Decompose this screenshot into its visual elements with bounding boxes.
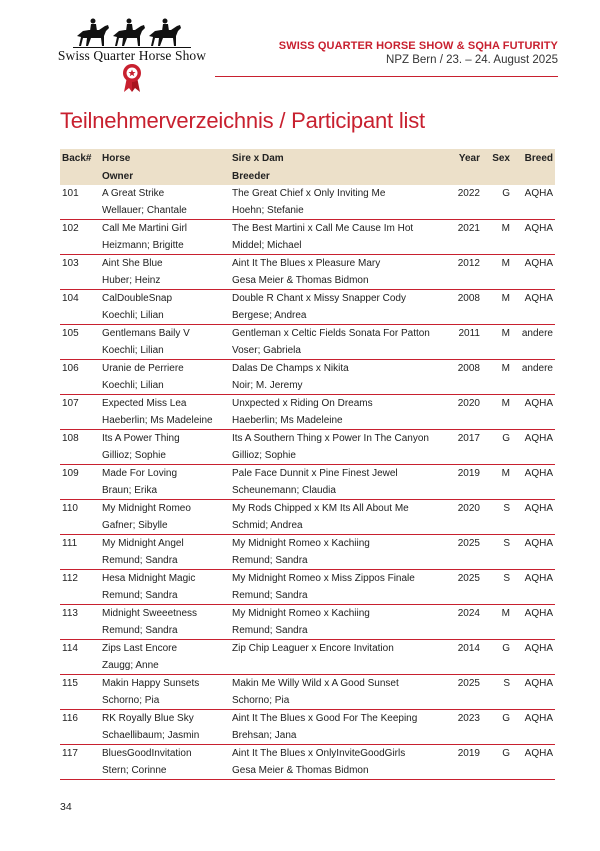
horse-name: Gentlemans Baily V: [102, 328, 190, 339]
breed: AQHA: [524, 188, 553, 199]
back-number: 114: [62, 643, 78, 654]
year: 2024: [457, 608, 480, 619]
table-row-detail: [60, 237, 555, 255]
horse-name: RK Royally Blue Sky: [102, 713, 194, 724]
year: 2025: [457, 678, 480, 689]
breeder: Schmid; Andrea: [230, 517, 450, 535]
sex: G: [502, 188, 510, 199]
breeder: Remund; Sandra: [230, 552, 450, 570]
table-row: [60, 570, 555, 588]
breed: AQHA: [524, 468, 553, 479]
breeder: Remund; Sandra: [230, 622, 450, 640]
back-number: 105: [62, 328, 79, 339]
table-row: [60, 465, 555, 483]
year: 2008: [457, 363, 480, 374]
back-number: 109: [62, 468, 79, 479]
table-row-detail: [60, 447, 555, 465]
table-row-detail: [60, 272, 555, 290]
owner: Braun; Erika: [100, 482, 230, 500]
col-year: Year: [450, 149, 482, 168]
sire-dam: Aint It The Blues x Good For The Keeping: [232, 713, 418, 724]
table-row: [60, 395, 555, 413]
sire-dam: Its A Southern Thing x Power In The Canyon: [232, 433, 429, 444]
table-row-detail: [60, 727, 555, 745]
owner: Koechli; Lilian: [100, 307, 230, 325]
year: 2022: [457, 188, 480, 199]
breeder: Voser; Gabriela: [230, 342, 450, 360]
owner: Heizmann; Brigitte: [100, 237, 230, 255]
sire-dam: Aint It The Blues x Pleasure Mary: [232, 258, 381, 269]
table-row-detail: [60, 622, 555, 640]
breed: AQHA: [524, 678, 553, 689]
back-number: 108: [62, 433, 79, 444]
owner: Huber; Heinz: [100, 272, 230, 290]
breed: AQHA: [524, 433, 553, 444]
owner: Schorno; Pia: [100, 692, 230, 710]
breeder: Schorno; Pia: [230, 692, 450, 710]
horse-name: Uranie de Perriere: [102, 363, 184, 374]
year: 2025: [457, 573, 480, 584]
back-number: 106: [62, 363, 79, 374]
col-sex: Sex: [482, 149, 512, 168]
breed: AQHA: [524, 223, 553, 234]
breeder: Gillioz; Sophie: [230, 447, 450, 465]
table-row: [60, 675, 555, 693]
sire-dam: Pale Face Dunnit x Pine Finest Jewel: [232, 468, 398, 479]
sex: G: [502, 643, 510, 654]
horses-riders-icon: [73, 14, 191, 48]
breed: AQHA: [524, 608, 553, 619]
breeder: Remund; Sandra: [230, 587, 450, 605]
breed: AQHA: [524, 258, 553, 269]
table-row-detail: [60, 762, 555, 780]
breeder: Scheunemann; Claudia: [230, 482, 450, 500]
table-row: [60, 710, 555, 728]
sex: M: [501, 468, 510, 479]
table-row-detail: [60, 552, 555, 570]
owner: Gillioz; Sophie: [100, 447, 230, 465]
owner: Remund; Sandra: [100, 552, 230, 570]
breed: AQHA: [524, 748, 553, 759]
year: 2023: [457, 713, 480, 724]
table-row: [60, 535, 555, 553]
sire-dam: My Midnight Romeo x Miss Zippos Finale: [232, 573, 415, 584]
back-number: 107: [62, 398, 79, 409]
breed: andere: [521, 328, 553, 339]
breed: AQHA: [524, 293, 553, 304]
table-row: [60, 640, 555, 658]
sex: M: [501, 363, 510, 374]
breeder: Bergese; Andrea: [230, 307, 450, 325]
page-title: Teilnehmerverzeichnis / Participant list: [60, 108, 425, 133]
year: 2025: [457, 538, 480, 549]
horse-name: CalDoubleSnap: [102, 293, 173, 304]
year: 2017: [457, 433, 480, 444]
sex: M: [501, 328, 510, 339]
logo-text: Swiss Quarter Horse Show: [57, 48, 207, 63]
breed: andere: [521, 363, 553, 374]
sex: G: [502, 713, 510, 724]
breeder: Gesa Meier & Thomas Bidmon: [230, 762, 450, 780]
table-row: [60, 220, 555, 238]
table-header: [60, 149, 555, 185]
table-row: [60, 185, 555, 202]
back-number: 103: [62, 258, 79, 269]
col-back: Back#: [60, 149, 100, 168]
table-body: [60, 185, 555, 780]
breeder: Middel; Michael: [230, 237, 450, 255]
sire-dam: Unxpected x Riding On Dreams: [232, 398, 373, 409]
year: 2012: [457, 258, 480, 269]
event-subtitle: NPZ Bern / 23. – 24. August 2025: [386, 54, 558, 66]
table-row-detail: [60, 482, 555, 500]
back-number: 113: [62, 608, 78, 619]
breed: AQHA: [524, 503, 553, 514]
horse-name: Zips Last Encore: [102, 643, 178, 654]
year: 2020: [457, 503, 480, 514]
owner: Koechli; Lilian: [100, 342, 230, 360]
table-row-detail: [60, 692, 555, 710]
breed: AQHA: [524, 398, 553, 409]
table-row-detail: [60, 342, 555, 360]
col-sire-dam: Sire x Dam: [230, 149, 450, 168]
table-row-detail: [60, 587, 555, 605]
owner: Koechli; Lilian: [100, 377, 230, 395]
table-row: [60, 360, 555, 378]
sire-dam: Zip Chip Leaguer x Encore Invitation: [232, 643, 394, 654]
back-number: 112: [62, 573, 78, 584]
sire-dam: Dalas De Champs x Nikita: [232, 363, 349, 374]
owner: Remund; Sandra: [100, 587, 230, 605]
table-row-detail: [60, 377, 555, 395]
horse-name: My Midnight Romeo: [102, 503, 191, 514]
table-row-detail: [60, 412, 555, 430]
event-title: SWISS QUARTER HORSE SHOW & SQHA FUTURITY: [278, 40, 558, 52]
sex: M: [501, 293, 510, 304]
back-number: 104: [62, 293, 79, 304]
sex: S: [503, 538, 510, 549]
breed: AQHA: [524, 643, 553, 654]
table-row: [60, 255, 555, 273]
year: 2014: [457, 643, 480, 654]
back-number: 115: [62, 678, 78, 689]
back-number: 110: [62, 503, 78, 514]
breeder: [230, 657, 450, 675]
sex: M: [501, 223, 510, 234]
back-number: 116: [62, 713, 78, 724]
breeder: Hoehn; Stefanie: [230, 202, 450, 220]
sire-dam: The Great Chief x Only Inviting Me: [232, 188, 386, 199]
year: 2021: [457, 223, 480, 234]
owner: Gafner; Sibylle: [100, 517, 230, 535]
sire-dam: The Best Martini x Call Me Cause Im Hot: [232, 223, 414, 234]
sex: M: [501, 258, 510, 269]
owner: Remund; Sandra: [100, 622, 230, 640]
horse-name: Expected Miss Lea: [102, 398, 187, 409]
header-divider: [215, 76, 558, 77]
horse-name: Hesa Midnight Magic: [102, 573, 196, 584]
horse-name: Midnight Sweeetness: [102, 608, 198, 619]
col-breeder: Breeder: [230, 168, 450, 185]
sire-dam: My Rods Chipped x KM Its All About Me: [232, 503, 409, 514]
year: 2020: [457, 398, 480, 409]
table-row: [60, 430, 555, 448]
horse-name: Its A Power Thing: [102, 433, 180, 444]
col-owner: Owner: [100, 168, 230, 185]
sire-dam: My Midnight Romeo x Kachiing: [232, 538, 370, 549]
year: 2019: [457, 468, 480, 479]
breed: AQHA: [524, 573, 553, 584]
year: 2019: [457, 748, 480, 759]
sire-dam: Double R Chant x Missy Snapper Cody: [232, 293, 406, 304]
breeder: Brehsan; Jana: [230, 727, 450, 745]
col-horse: Horse: [100, 149, 230, 168]
sex: G: [502, 433, 510, 444]
event-info: [279, 40, 558, 68]
breeder: Haeberlin; Ms Madeleine: [230, 412, 450, 430]
owner: Schaellibaum; Jasmin: [100, 727, 230, 745]
table-row-detail: [60, 657, 555, 675]
sex: S: [503, 678, 510, 689]
breeder: Gesa Meier & Thomas Bidmon: [230, 272, 450, 290]
back-number: 102: [62, 223, 79, 234]
sire-dam: Gentleman x Celtic Fields Sonata For Patton: [232, 328, 430, 339]
owner: Stern; Corinne: [100, 762, 230, 780]
sire-dam: Aint It The Blues x OnlyInviteGoodGirls: [232, 748, 406, 759]
table-row: [60, 325, 555, 343]
horse-name: Call Me Martini Girl: [102, 223, 188, 234]
table-row-detail: [60, 307, 555, 325]
table-row: [60, 745, 555, 763]
sex: M: [501, 398, 510, 409]
table-row-detail: [60, 202, 555, 220]
col-breed: Breed: [512, 149, 555, 168]
owner: Zaugg; Anne: [100, 657, 230, 675]
sire-dam: Makin Me Willy Wild x A Good Sunset: [232, 678, 399, 689]
owner: Wellauer; Chantale: [100, 202, 230, 220]
page-number: 34: [60, 801, 72, 813]
year: 2011: [458, 328, 480, 339]
breed: AQHA: [524, 538, 553, 549]
sex: S: [503, 503, 510, 514]
horse-name: Aint She Blue: [102, 258, 163, 269]
sire-dam: My Midnight Romeo x Kachiing: [232, 608, 370, 619]
horse-name: My Midnight Angel: [102, 538, 184, 549]
participant-table: [60, 149, 555, 780]
table-row: [60, 290, 555, 308]
logo: [52, 14, 212, 93]
back-number: 117: [62, 748, 78, 759]
back-number: 101: [62, 188, 79, 199]
sex: G: [502, 748, 510, 759]
rosette-icon: [121, 63, 143, 93]
sex: M: [501, 608, 510, 619]
horse-name: A Great Strike: [102, 188, 165, 199]
table-row: [60, 605, 555, 623]
year: 2008: [457, 293, 480, 304]
horse-name: BluesGoodInvitation: [102, 748, 192, 759]
table-row: [60, 500, 555, 518]
owner: Haeberlin; Ms Madeleine: [100, 412, 230, 430]
breeder: Noir; M. Jeremy: [230, 377, 450, 395]
horse-name: Made For Loving: [102, 468, 178, 479]
horse-name: Makin Happy Sunsets: [102, 678, 200, 689]
table-row-detail: [60, 517, 555, 535]
breed: AQHA: [524, 713, 553, 724]
sex: S: [503, 573, 510, 584]
back-number: 111: [62, 538, 78, 549]
